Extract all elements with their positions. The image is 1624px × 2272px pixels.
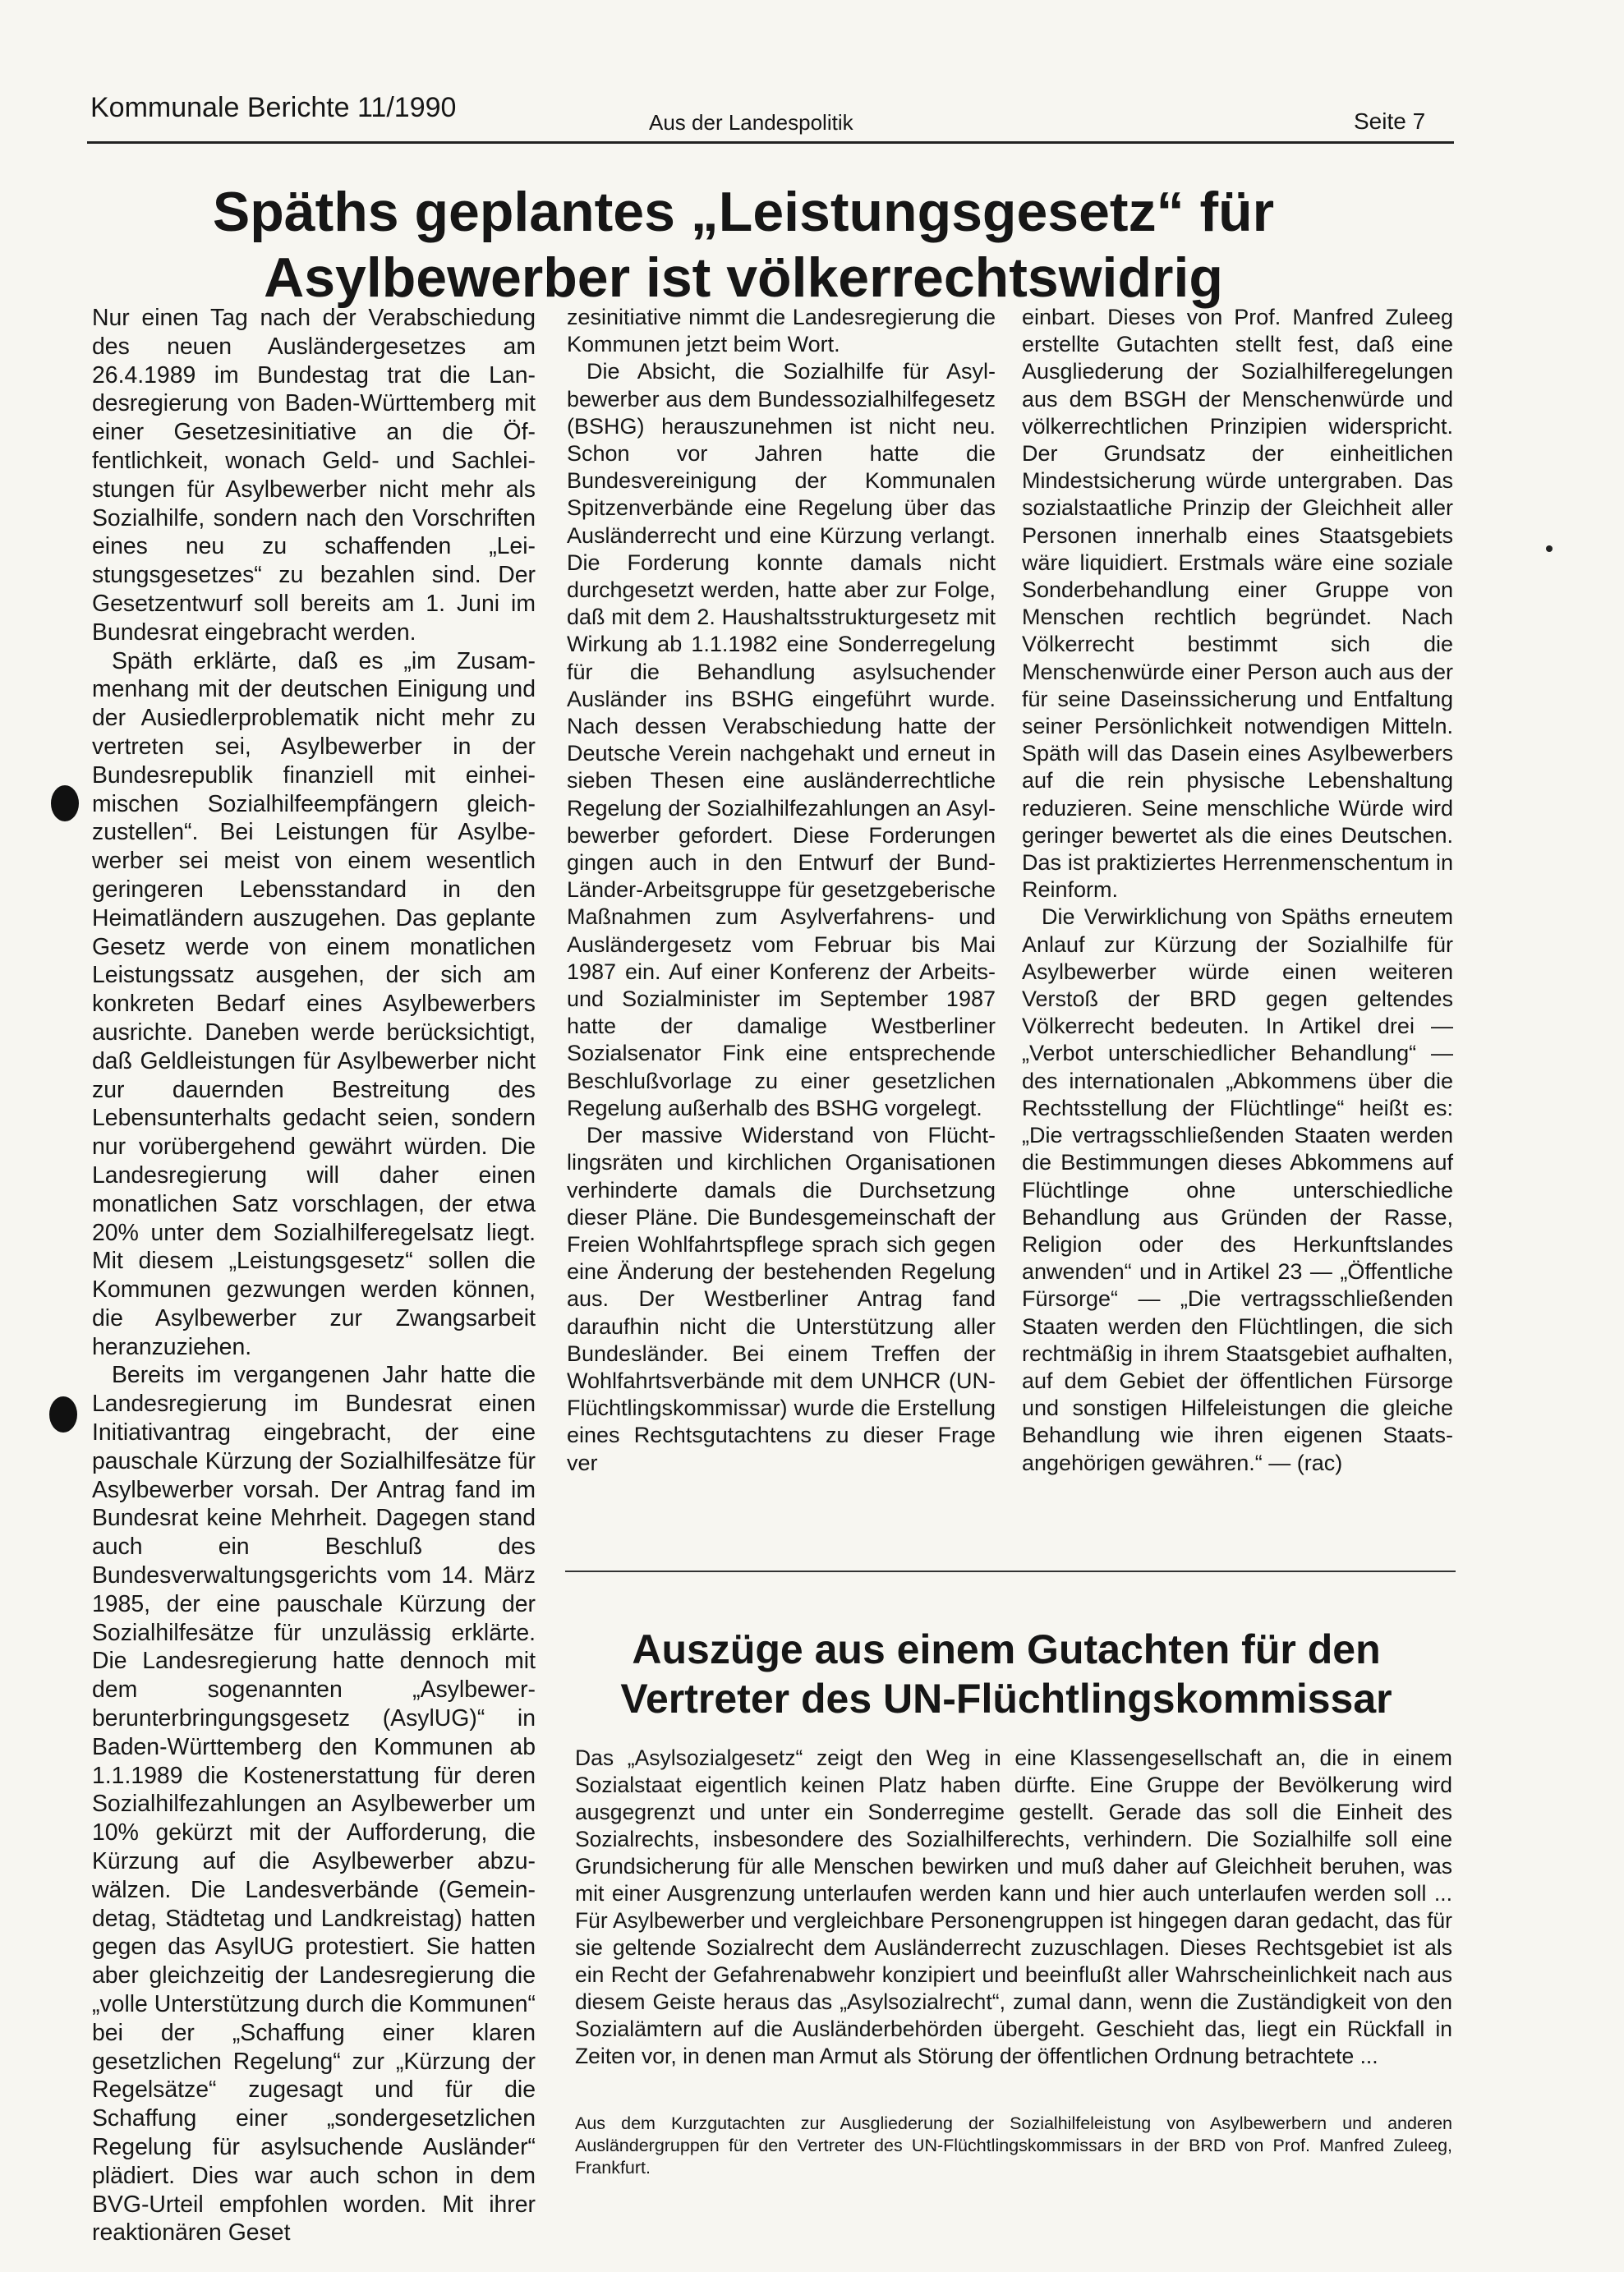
paragraph: Die Verwirklichung von Späths erneutem Anlauf zur Kürzung der Sozialhilfe für Asylbewerber würde einen weiteren Verstoß der BRD gegen geltendes Völkerrecht bedeuten. In Artikel drei — „Verbot unterschiedlicher Behandlung“ — des internationalen „Abkommens über die Rechtsstellung der Flüchtlinge“ heißt es: „Die vertragsschließenden Staaten werden die Bestimmungen dieses Abkommens auf Flüchtlinge ohne unterschiedliche Behandlung aus Gründen der Rasse, Religion oder des Herkunftslandes anwenden“ und in Artikel 23 — „Öffentliche Fürsorge“ — „Die vertragsschließenden Staaten werden den Flüchtlingen, die sich rechtmäßig in ihrem Staatsgebiet aufhalten, auf dem Gebiet der öffentlichen Fürsorge und sonstigen Hilfeleistungen die gleiche Behandlung wie ihren eigenen Staatsangehörigen gewähren.“ — (rac) — [1022, 904, 1453, 1475]
paragraph: zesinitiative nimmt die Landesregierung die Kommunen jetzt beim Wort. — [567, 305, 996, 357]
excerpt-text: Das „Asylsozialgesetz“ zeigt den Weg in eine Klassengesellschaft an, die in einem Sozialstaat eigentlich keinen Platz haben dürfte. Eine Gruppe der Bevölkerung wird ausgegrenzt und unter ein Sonderregime gestellt. Gerade das soll die Einheit des Sozialrechts, insbesondere des Sozialhilferechts, verhindern. Die Sozialhilfe soll eine Grundsicherung für alle Menschen bewirken und muß daher auf Gleichheit beruhen, was mit einer Ausgrenzung unterlaufen werden kann und hier auch unterlaufen werden soll ... Für Asylbewerber und vergleichbare Personengruppen ist hingegen daran gedacht, das für sie geltende Sozialrecht dem Ausländerrecht zuzuschlagen. Dieses Rechtsgebiet ist als ein Recht der Gefahrenabwehr konzipiert und beeinflußt aller Wahrscheinlichkeit nach aus diesem Geiste heraus das „Asylsozialrecht“, zumal dann, wenn die Zuständigkeit von den Sozialämtern auf die Ausländerbehörden übergeht. Geschieht das, liegt ein Rückfall in Zeiten vor, in denen man Armut als Störung der öffentlichen Ordnung betrachtete ... — [575, 1745, 1452, 2068]
article-column-1 — [92, 304, 536, 2247]
headline-line-2: Asylbewerber ist völkerrechtswidrig — [264, 246, 1223, 309]
section-divider — [565, 1571, 1456, 1572]
punch-hole — [51, 785, 79, 821]
sidebar-headline — [575, 1625, 1438, 1723]
punch-hole — [49, 1396, 77, 1433]
paragraph: einbart. Dieses von Prof. Manfred Zuleeg erstellte Gutachten stellt fest, daß eine Ausgliederung der Sozialhilferegelungen aus dem BSGH der Menschenwürde und völkerrechtlichen Prinzipien widerspricht. Der Grundsatz der einheitlichen Mindestsicherung würde untergraben. Das sozialstaatliche Prinzip der Gleichheit aller Personen innerhalb eines Staatsgebiets wäre liquidiert. Erstmals wäre eine soziale Sonderbehandlung einer Gruppe von Menschen rechtlich begründet. Nach Völkerrecht bestimmt sich die Menschenwürde einer Person auch aus der für seine Daseinssicherung und Entfaltung seiner Persönlichkeit notwendigen Mitteln. Späth will das Dasein eines Asylbewerbers auf die rein physische Lebenshaltung reduzieren. Seine menschliche Würde wird geringer bewertet als die eines Deutschen. Das ist praktiziertes Herrenmenschentum in Reinform. — [1022, 305, 1453, 903]
article-headline — [189, 179, 1298, 310]
headline-line-1: Späths geplantes „Leistungsgesetz“ für — [212, 181, 1275, 243]
paragraph: Der massive Widerstand von Flüchtlingsräten und kirchlichen Organisationen verhinderte damals die Durchsetzung dieser Pläne. Die Bundesgemeinschaft der Freien Wohlfahrtspflege sprach sich gegen eine Änderung der bestehenden Regelung aus. Der Westberliner Antrag fand daraufhin nicht die Unterstützung aller Bundesländer. Bei einem Treffen der Wohlfahrtsverbände mit dem UNHCR (UN-Flüchtlingskommissar) wurde die Erstellung eines Rechtsgutachtens zu dieser Frage ver — [567, 1123, 996, 1475]
page-number: Seite 7 — [1354, 108, 1426, 134]
header-rule — [87, 141, 1454, 144]
scan-speck — [1546, 545, 1553, 552]
paragraph: Späth erklärte, daß es „im Zusammenhang mit der deutschen Einigung und der Ausiedlerproblematik nicht mehr zu vertreten sei, Asylbewerber in der Bundesrepublik finanziell mit einheimischen Sozialhilfeempfängern gleichzustellen“. Bei Leistungen für Asylbewerber sei meist von einem wesentlich geringeren Lebensstandard in den Heimatländern auszugehen. Das geplante Gesetz werde von einem monatlichen Leistungssatz ausgehen, der sich am konkreten Bedarf eines Asylbewerbers ausrichte. Daneben werde berücksichtigt, daß Geldleistungen für Asylbewerber nicht zur dauernden Bestreitung des Lebensunterhalts gedacht seien, sondern nur vorübergehend gewährt würden. Die Landesregierung will daher einen monatlichen Satz vorschlagen, der etwa 20% unter dem Sozialhilferegelsatz liegt. Mit diesem „Leistungsgesetz“ sollen die Kommunen gezwungen werden können, die Asylbewerber zur Zwangsarbeit heranzuziehen. — [92, 647, 536, 1360]
publication-title: Kommunale Berichte 11/1990 — [90, 92, 457, 123]
paragraph: Nur einen Tag nach der Verabschiedung des neuen Ausländergesetzes am 26.4.1989 im Bundestag trat die Landesregierung von Baden-Württemberg mit einer Gesetzesinitiative an die Öffentlichkeit, wonach Geld- und Sachleistungen für Asylbewerber nicht mehr als Sozialhilfe, sondern nach den Vorschriften eines neu zu schaffenden „Leistungsgesetzes“ zu bezahlen sind. Der Gesetzentwurf soll bereits am 1. Juni im Bundesrat eingebracht werden. — [92, 305, 536, 646]
article-column-3 — [1022, 304, 1453, 1477]
sidebar-source-note: Aus dem Kurzgutachten zur Ausgliederung der Sozialhilfeleistung von Asylbewerbern und anderen Ausländergruppen für den Vertreter des UN-Flüchtlingskommissars in der BRD von Prof. Manfred Zuleeg, Frankfurt. — [575, 2113, 1452, 2178]
article-column-2 — [567, 304, 996, 1477]
paragraph: Die Absicht, die Sozialhilfe für Asylbewerber aus dem Bundessozialhilfegesetz (BSHG) herauszunehmen ist nicht neu. Schon vor Jahren hatte die Bundesvereinigung der Kommunalen Spitzenverbände eine Regelung über das Ausländerrecht und eine Kürzung verlangt. Die Forderung konnte damals nicht durchgesetzt werden, hatte aber zur Folge, daß mit dem 2. Haushaltsstrukturgesetz mit Wirkung ab 1.1.1982 eine Sonderregelung für die Behandlung asylsuchender Ausländer ins BSHG eingeführt wurde. Nach dessen Verabschiedung hatte der Deutsche Verein nachgehakt und erneut in sieben Thesen eine ausländerrechtliche Regelung der Sozialhilfezahlungen an Asylbewerber gefordert. Diese Forderungen gingen auch in den Entwurf der Bund-Länder-Arbeitsgruppe für gesetzgeberische Maßnahmen zum Asylverfahrens- und Ausländergesetz vom Februar bis Mai 1987 ein. Auf einer Konferenz der Arbeits- und Sozialminister im September 1987 hatte der damalige Westberliner Sozialsenator Fink eine entsprechende Beschlußvorlage zu einer gesetzlichen Regelung außerhalb des BSHG vorgelegt. — [567, 359, 996, 1120]
sidebar-headline-line-1: Auszüge aus einem Gutachten für den — [632, 1626, 1381, 1672]
sidebar-excerpt — [575, 1745, 1452, 2070]
sidebar-headline-line-2: Vertreter des UN-Flüchtlingskommissar — [620, 1676, 1392, 1722]
section-title: Aus der Landespolitik — [649, 110, 853, 135]
paragraph: Bereits im vergangenen Jahr hatte die Landesregierung im Bundesrat einen Initiativantrag eingebracht, der eine pauschale Kürzung der Sozialhilfesätze für Asylbewerber vorsah. Der Antrag fand im Bundesrat keine Mehrheit. Dagegen stand auch ein Beschluß des Bundesverwaltungsgerichts vom 14. März 1985, der eine pauschale Kürzung der Sozialhilfesätze für unzulässig erklärte. Die Landesregierung hatte dennoch mit dem sogenannten „Asylbewerberunterbringungsgesetz (AsylUG)“ in Baden-Württemberg den Kommunen ab 1.1.1989 die Kostenerstattung für deren Sozialhilfezahlungen an Asylbewerber um 10% gekürzt mit der Aufforderung, die Kürzung auf die Asylbewerber abzuwälzen. Die Landesverbände (Gemeindetag, Städtetag und Landkreistag) hatten gegen das AsylUG protestiert. Sie hatten aber gleichzeitig der Landesregierung die „volle Unterstützung durch die Kommunen“ bei der „Schaffung einer klaren gesetzlichen Regelung“ zur „Kürzung der Regelsätze“ zugesagt und für die Schaffung einer „sondergesetzlichen Regelung für asylsuchende Ausländer“ plädiert. Dies war auch schon in dem BVG-Urteil empfohlen worden. Mit ihrer reaktionären Geset — [92, 1362, 536, 2247]
